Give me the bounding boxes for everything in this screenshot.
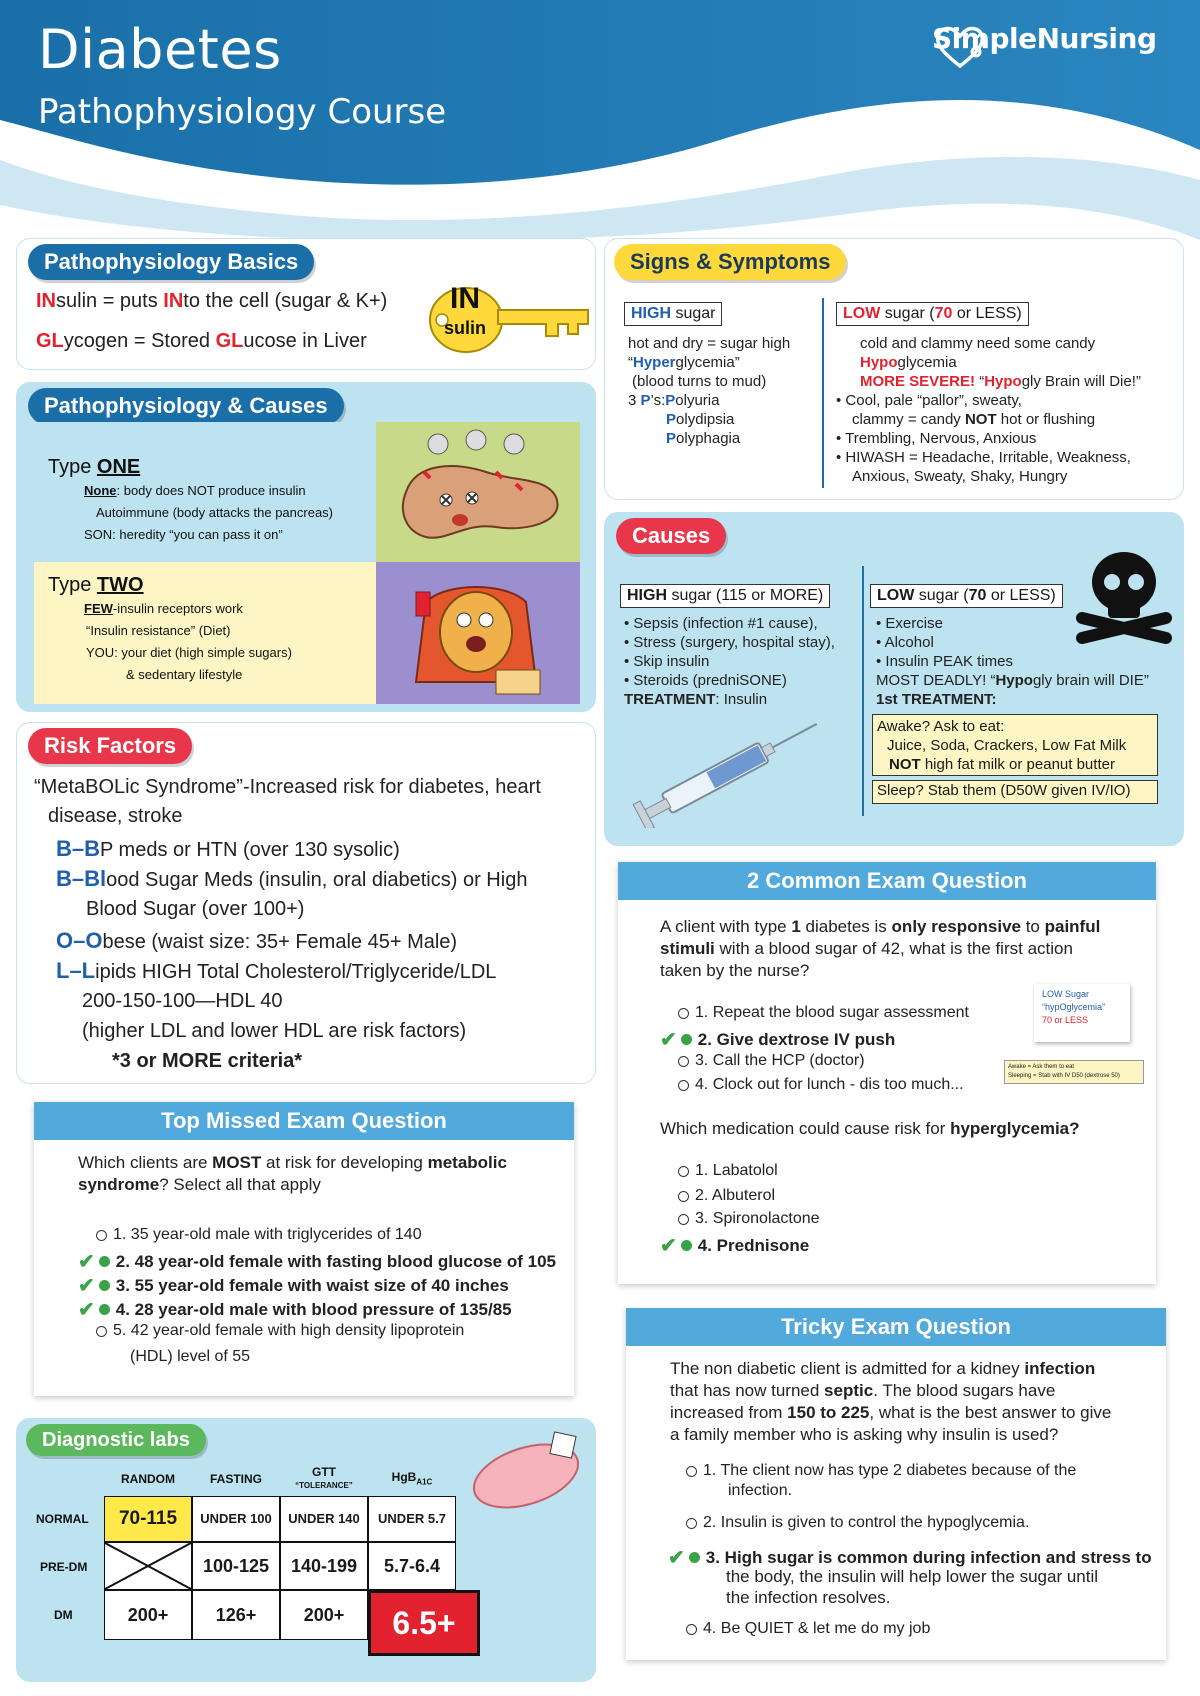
tricky-option-3-cont2: the infection resolves. [726,1588,891,1607]
check-icon: ✔ [660,1029,677,1051]
header-banner [0,0,1200,240]
risk-b2-cont: Blood Sugar (over 100+) [86,898,305,920]
top-missed-box [34,1102,574,1396]
signs-high-list: hot and dry = sugar high “Hyperglycemia” (blood turns to mud) 3 P’s:Polyuria Polydipsia Polyphagia [628,335,791,447]
labs-row-normal: NORMAL [36,1512,89,1526]
lab-pre-hgb: 5.7-6.4 [368,1542,456,1590]
lab-dm-hgb: 6.5+ [368,1590,480,1656]
lab-pre-random-empty [104,1542,192,1590]
signs-heading: Signs & Symptoms [614,244,846,280]
tricky-option-3-cont: the body, the insulin will help lower the sugar until [726,1567,1099,1586]
risk-o: O–Obese (waist size: 35+ Female 45+ Male) [56,928,458,953]
tricky-option-1-cont: infection. [728,1482,793,1499]
low-sugar-mini-card: LOW Sugar “hypOglycemia” 70 or LESS [1034,984,1130,1042]
type-one-text: Type ONE None: body does NOT produce insulin Autoimmune (body attacks the pancreas) SON: heredity “you can pass it on” [48,456,334,542]
lab-normal-gtt: UNDER 140 [280,1496,368,1542]
risk-criteria: *3 or MORE criteria* [112,1050,303,1072]
basics-glycogen-line: GLycogen = Stored GLucose in Liver [36,330,367,352]
blood-cell-image [470,1430,590,1510]
lab-dm-random: 200+ [104,1590,192,1640]
lab-normal-fasting: UNDER 100 [192,1496,280,1542]
risk-intro: “MetaBOLic Syndrome”-Increased risk for diabetes, heart disease, stroke [34,776,541,827]
top-missed-option-5-cont: (HDL) level of 55 [130,1348,251,1365]
top-missed-option-3[interactable]: ✔ 3. 55 year-old female with waist size of 40 inches [78,1275,509,1297]
common-q2-option-2[interactable]: 2. Albuterol [678,1187,775,1205]
brand-logo [932,22,1157,55]
causes-awake-box: Awake? Ask to eat: Juice, Soda, Crackers, Low Fat Milk NOT high fat milk or peanut butter [872,714,1158,776]
common-q2-option-3[interactable]: 3. Spironolactone [678,1210,820,1228]
common-q2-text: Which medication could cause risk for hyperglycemia? [660,1119,1080,1138]
tricky-exam-heading: Tricky Exam Question [626,1308,1166,1346]
common-q2-option-1[interactable]: 1. Labatolol [678,1162,778,1180]
labs-heading: Diagnostic labs [26,1424,206,1456]
tricky-option-2[interactable]: 2. Insulin is given to control the hypoglycemia. [686,1514,1029,1532]
signs-divider [822,298,824,488]
risk-l-note: (higher LDL and lower HDL are risk factors) [82,1020,467,1042]
couch-potato-image [376,562,580,704]
insulin-key-icon: IN sulin [428,284,592,354]
labs-row-pre: PRE-DM [40,1560,88,1574]
signs-low-list: cold and clammy need some candy Hypoglycemia MORE SEVERE! “Hypogly Brain will Die!” • Cool, pale “pallor”, sweaty, clammy = candy NOT hot or flushing • Trembling, Nervous, Anxious • HIWASH = Headache, Irritable, Weakness, Anxious, Sweaty, Shaky, Hungry [836,335,1141,485]
tricky-option-1[interactable]: 1. The client now has type 2 diabetes because of the [686,1462,1076,1480]
lab-dm-fasting: 126+ [192,1590,280,1640]
risk-l-values: 200-150-100—HDL 40 [82,990,283,1012]
pancreas-image [376,422,580,562]
basics-heading: Pathophysiology Basics [28,244,314,280]
lab-pre-gtt: 140-199 [280,1542,368,1590]
common-q1-text: A client with type 1 diabetes is only responsive to painful stimuli with a blood sugar of 42, what is the first action taken by the nurse? [660,917,1101,980]
top-missed-question: Which clients are MOST at risk for developing metabolic syndrome? Select all that apply [78,1153,507,1194]
lab-normal-hgb: UNDER 5.7 [368,1496,456,1542]
brand-name: SimpleNursing [932,22,1157,55]
tricky-option-4[interactable]: 4. Be QUIET & let me do my job [686,1620,930,1638]
awake-sleep-mini-card: Awake = Ask them to eat Sleeping = Stab with IV D50 (dextrose 50) [1004,1060,1144,1084]
causes-types-heading: Pathophysiology & Causes [28,388,344,424]
tricky-question: The non diabetic client is admitted for a kidney infection that has now turned septic. The blood sugars have increased from 150 to 225, what is the best answer to give a family member who is asking why insulin is used? [670,1359,1112,1444]
causes-low-tag: LOW sugar (70 or LESS) [870,584,1063,608]
check-icon: ✔ [668,1547,685,1569]
labs-col-random: RANDOM [121,1472,175,1486]
check-icon: ✔ [78,1251,95,1273]
common-q1-option-4[interactable]: 4. Clock out for lunch - dis too much... [678,1076,964,1094]
labs-col-hgb: HgB$_{A1C}$ [391,1470,433,1487]
stethoscope-heart-icon [932,22,988,70]
page-subtitle: Pathophysiology Course [38,92,447,132]
check-icon: ✔ [660,1235,677,1257]
causes-high-list: • Sepsis (infection #1 cause), • Stress (surgery, hospital stay), • Skip insulin • Steroids (predniSONE) TREATMENT: Insulin [624,615,835,708]
check-icon: ✔ [78,1299,95,1321]
lab-dm-gtt: 200+ [280,1590,368,1640]
causes-heading: Causes [616,518,726,554]
common-q1-option-1[interactable]: 1. Repeat the blood sugar assessment [678,1004,969,1022]
top-missed-option-2[interactable]: ✔ 2. 48 year-old female with fasting blood glucose of 105 [78,1251,556,1273]
lab-pre-fasting: 100-125 [192,1542,280,1590]
common-q1-option-3[interactable]: 3. Call the HCP (doctor) [678,1052,865,1070]
type-two-text: Type TWO FEW-insulin receptors work “Insulin resistance” (Diet) YOU: your diet (high simple sugars) & sedentary lifestyle [48,574,292,682]
top-missed-option-4[interactable]: ✔ 4. 28 year-old male with blood pressure of 135/85 [78,1299,512,1321]
lab-normal-random: 70-115 [104,1496,192,1542]
basics-insulin-line: INsulin = puts INto the cell (sugar & K+) [36,290,388,312]
signs-high-tag: HIGH sugar [624,302,722,326]
top-missed-option-5[interactable]: 5. 42 year-old female with high density lipoprotein [96,1322,464,1340]
top-missed-heading: Top Missed Exam Question [34,1102,574,1140]
tricky-exam-box [626,1308,1166,1660]
syringe-image [628,712,828,828]
page-title: Diabetes [38,18,282,81]
causes-sleep-box: Sleep? Stab them (D50W given IV/IO) [872,780,1158,804]
labs-col-fasting: FASTING [209,1472,262,1486]
risk-l: L–Lipids HIGH Total Cholesterol/Triglyceride/LDL [56,958,497,983]
labs-col-gtt: GTT “TOLERANCE” [295,1465,353,1490]
common-q2-option-4[interactable]: ✔ 4. Prednisone [660,1235,810,1257]
common-q1-option-2[interactable]: ✔ 2. Give dextrose IV push [660,1029,896,1051]
causes-divider [862,566,864,816]
tricky-option-3[interactable]: ✔ 3. High sugar is common during infection and stress to [668,1547,1152,1569]
check-icon: ✔ [78,1275,95,1297]
causes-high-tag: HIGH sugar (115 or MORE) [620,584,830,608]
risk-b2: B–Blood Sugar Meds (insulin, oral diabetics) or High [56,866,528,891]
labs-row-dm: DM [54,1608,73,1622]
risk-heading: Risk Factors [28,728,192,764]
common-exam-box [618,862,1156,1284]
causes-low-list: • Exercise • Alcohol • Insulin PEAK times MOST DEADLY! “Hypogly brain will DIE” 1st TREATMENT: [876,615,1149,708]
top-missed-option-1[interactable]: 1. 35 year-old male with triglycerides of 140 [96,1226,422,1244]
common-exam-heading: 2 Common Exam Question [618,862,1156,900]
signs-low-tag: LOW sugar (70 or LESS) [836,302,1029,326]
risk-b1: B–BP meds or HTN (over 130 sysolic) [56,836,400,861]
